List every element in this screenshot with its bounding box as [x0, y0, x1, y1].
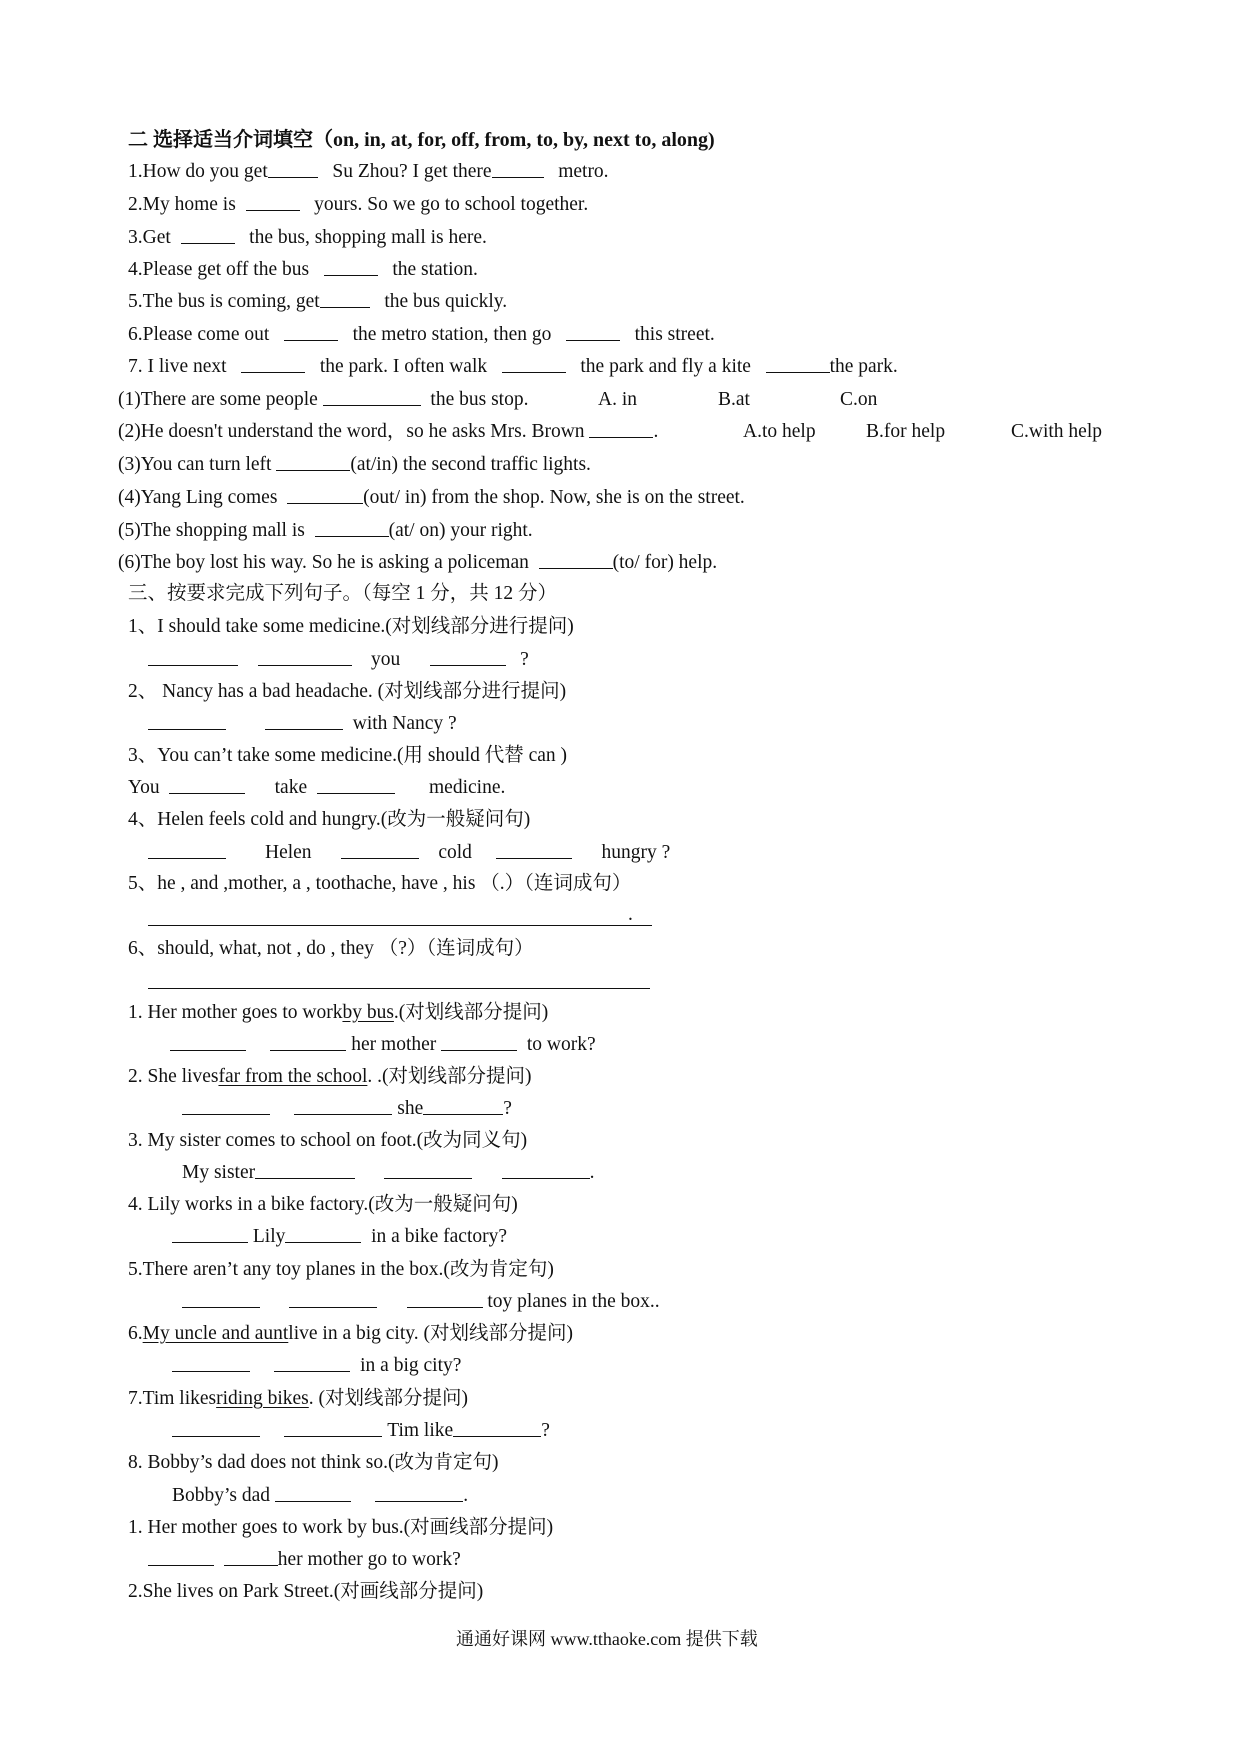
- question-4: [128, 258, 478, 282]
- r2-tail: with Nancy ?: [352, 713, 457, 734]
- blank[interactable]: [148, 857, 226, 859]
- question-1: [128, 160, 609, 184]
- t2-underlined: far from the school: [218, 1066, 368, 1087]
- blank[interactable]: [284, 1435, 382, 1437]
- blank[interactable]: [566, 339, 620, 341]
- transform-5: 5.There aren’t any toy planes in the box.(改为肯定句): [128, 1259, 554, 1280]
- q7-text-d: the park.: [829, 356, 898, 377]
- answer-line-5[interactable]: [148, 924, 652, 926]
- blank[interactable]: [182, 1113, 270, 1115]
- t6-num: 6.: [128, 1323, 143, 1344]
- r3-med: medicine.: [429, 777, 506, 798]
- blank[interactable]: [181, 242, 235, 244]
- t7-underlined: riding bikes: [216, 1388, 309, 1409]
- c2-text-b: .: [653, 421, 659, 442]
- blank[interactable]: [502, 1177, 590, 1179]
- blank[interactable]: [407, 1306, 483, 1308]
- rewrite-4: 4、Helen feels cold and hungry.(改为一般疑问句): [128, 809, 531, 830]
- t7-a: 7.Tim likes: [128, 1388, 217, 1409]
- rewrite-5: 5、he , and ,mother, a , toothache, have , his （.）（连词成句）: [128, 873, 632, 894]
- transform-1: [128, 1001, 548, 1025]
- q3-text-b: the bus, shopping mall is here.: [249, 227, 487, 248]
- blank[interactable]: [268, 176, 318, 178]
- blank[interactable]: [496, 857, 572, 859]
- footer-credit: 通通好课网 www.tthaoke.com 提供下载: [456, 1629, 758, 1649]
- transform-6: [128, 1322, 573, 1346]
- c6-text-b: (to/ for) help.: [612, 552, 718, 573]
- blank[interactable]: [170, 1049, 246, 1051]
- blank[interactable]: [182, 1306, 260, 1308]
- question-3: [128, 226, 487, 250]
- transform-8-answer: [172, 1484, 468, 1508]
- u1-tail: her mother go to work?: [277, 1549, 461, 1570]
- blank[interactable]: [241, 371, 305, 373]
- t2-she: she: [397, 1098, 424, 1119]
- transform-6-answer: [172, 1354, 461, 1378]
- blank[interactable]: [224, 1564, 278, 1566]
- c4-text-b: (out/ in) from the shop. Now, she is on the street.: [363, 487, 745, 508]
- q7-text-c: the park and fly a kite: [580, 356, 751, 377]
- blank[interactable]: [276, 469, 350, 471]
- blank[interactable]: [502, 371, 566, 373]
- blank[interactable]: [320, 306, 370, 308]
- t8-dad: Bobby’s dad: [172, 1485, 271, 1506]
- extra-2: 2.She lives on Park Street.(对画线部分提问): [128, 1581, 484, 1602]
- choice-2: [118, 420, 658, 444]
- q1-text-b: Su Zhou? I get there: [332, 161, 492, 182]
- choice-1-option-c[interactable]: C.on: [840, 389, 878, 410]
- rewrite-1: 1、I should take some medicine.(对划线部分进行提问): [128, 616, 574, 637]
- q6-text-b: the metro station, then go: [352, 324, 552, 345]
- blank[interactable]: [172, 1241, 248, 1243]
- choice-2-option-b[interactable]: B.for help: [866, 421, 946, 442]
- question-6: [128, 323, 715, 347]
- transform-2-answer: [182, 1097, 512, 1121]
- rewrite-3-answer: [128, 776, 505, 800]
- choice-1-option-b[interactable]: B.at: [718, 389, 750, 410]
- extra-1-answer: [148, 1548, 461, 1572]
- transform-7-answer: [172, 1419, 550, 1443]
- section-3-heading: 三、按要求完成下列句子。（每空 1 分，共 12 分）: [128, 583, 558, 604]
- t3-sis: My sister: [182, 1162, 256, 1183]
- t7-tim: Tim like: [387, 1420, 454, 1441]
- r4-cold: cold: [438, 842, 472, 863]
- blank[interactable]: [315, 535, 389, 537]
- blank[interactable]: [453, 1435, 541, 1437]
- blank[interactable]: [148, 1564, 214, 1566]
- blank[interactable]: [341, 857, 419, 859]
- q1-text-c: metro.: [558, 161, 609, 182]
- blank[interactable]: [246, 209, 300, 211]
- choice-4: [118, 486, 745, 510]
- transform-4-answer: [172, 1225, 507, 1249]
- blank[interactable]: [148, 664, 238, 666]
- t2-a: 2. She lives: [128, 1066, 219, 1087]
- blank[interactable]: [423, 1113, 503, 1115]
- rewrite-5-dot: .: [628, 904, 633, 925]
- t8-dot: .: [463, 1485, 469, 1506]
- rewrite-2-answer: [148, 712, 457, 736]
- section-2-heading: 二 选择适当介词填空（on, in, at, for, off, from, to, by, next to, along): [128, 129, 715, 151]
- blank[interactable]: [323, 404, 421, 406]
- c1-text-b: the bus stop.: [430, 389, 529, 410]
- r3-take: take: [274, 777, 308, 798]
- t2-q: ?: [503, 1098, 512, 1119]
- transform-3-answer: [182, 1161, 595, 1185]
- blank[interactable]: [274, 1370, 350, 1372]
- blank[interactable]: [287, 502, 363, 504]
- blank[interactable]: [430, 664, 506, 666]
- transform-8: 8. Bobby’s dad does not think so.(改为肯定句): [128, 1452, 499, 1473]
- r1-you: you: [371, 649, 401, 670]
- choice-1: [118, 388, 528, 412]
- blank[interactable]: [270, 1049, 346, 1051]
- blank[interactable]: [384, 1177, 472, 1179]
- t7-q: ?: [541, 1420, 550, 1441]
- blank[interactable]: [284, 339, 338, 341]
- rewrite-4-answer: [148, 841, 670, 865]
- q6-text-c: this street.: [634, 324, 715, 345]
- choice-5: [118, 519, 533, 543]
- rewrite-3: 3、You can’t take some medicine.(用 should 代替 can ): [128, 745, 568, 766]
- transform-1-answer: [170, 1033, 596, 1057]
- blank[interactable]: [294, 1113, 392, 1115]
- blank[interactable]: [169, 792, 245, 794]
- t6-b: live in a big city. (对划线部分提问): [288, 1323, 573, 1344]
- t6-tail: in a big city?: [360, 1355, 462, 1376]
- blank[interactable]: [324, 274, 378, 276]
- blank[interactable]: [172, 1435, 260, 1437]
- blank[interactable]: [589, 436, 653, 438]
- t3-dot: .: [589, 1162, 595, 1183]
- t1-a: 1. Her mother goes to work: [128, 1002, 343, 1023]
- q7-text-a: 7. I live next: [128, 356, 227, 377]
- t1-her: her mother: [351, 1034, 437, 1055]
- choice-6: [118, 551, 717, 575]
- blank[interactable]: [766, 371, 830, 373]
- rewrite-6: 6、should, what, not , do , they （?）（连词成句）: [128, 938, 534, 959]
- question-2: [128, 193, 588, 217]
- r3-you: You: [128, 777, 160, 798]
- blank[interactable]: [285, 1241, 361, 1243]
- blank[interactable]: [317, 792, 395, 794]
- t2-b: . .(对划线部分提问): [367, 1066, 532, 1087]
- transform-7: [128, 1387, 468, 1411]
- choice-2-option-c[interactable]: C.with help: [1011, 421, 1102, 442]
- extra-1: 1. Her mother goes to work by bus.(对画线部分提问): [128, 1517, 554, 1538]
- choice-3: [118, 453, 591, 477]
- question-7: [128, 355, 898, 379]
- blank[interactable]: [265, 728, 343, 730]
- c5-text-b: (at/ on) your right.: [388, 520, 533, 541]
- q6-text-a: 6.Please come out: [128, 324, 270, 345]
- blank[interactable]: [375, 1500, 463, 1502]
- question-5: [128, 290, 507, 314]
- blank[interactable]: [539, 567, 613, 569]
- rewrite-2: 2、 Nancy has a bad headache. (对划线部分进行提问): [128, 681, 567, 702]
- r1-q: ?: [520, 649, 529, 670]
- blank[interactable]: [148, 728, 226, 730]
- blank[interactable]: [275, 1500, 351, 1502]
- t7-b: . (对划线部分提问): [308, 1388, 469, 1409]
- q2-text-a: 2.My home is: [128, 194, 236, 215]
- c2-text-a: (2)He doesn't understand the word，so he asks Mrs. Brown: [118, 421, 585, 442]
- q5-text-b: the bus quickly.: [384, 291, 508, 312]
- transform-4: 4. Lily works in a bike factory.(改为一般疑问句): [128, 1194, 518, 1215]
- q7-text-b: the park. I often walk: [319, 356, 488, 377]
- q3-text-a: 3.Get: [128, 227, 171, 248]
- blank[interactable]: [172, 1370, 250, 1372]
- answer-line-6[interactable]: [148, 987, 650, 989]
- transform-5-answer: [182, 1290, 660, 1314]
- rewrite-1-answer: [148, 648, 529, 672]
- q4-text-a: 4.Please get off the bus: [128, 259, 310, 280]
- t1-b: .(对划线部分提问): [393, 1002, 549, 1023]
- transform-2: [128, 1065, 532, 1089]
- c6-text-a: (6)The boy lost his way. So he is asking a policeman: [118, 552, 529, 573]
- t1-work: to work?: [526, 1034, 596, 1055]
- t1-underlined: by bus: [342, 1002, 394, 1023]
- q4-text-b: the station.: [392, 259, 478, 280]
- blank[interactable]: [441, 1049, 517, 1051]
- q5-text-a: 5.The bus is coming, get: [128, 291, 320, 312]
- blank[interactable]: [289, 1306, 377, 1308]
- r4-hungry: hungry ?: [601, 842, 671, 863]
- c3-text-b: (at/in) the second traffic lights.: [350, 454, 591, 475]
- blank[interactable]: [258, 664, 352, 666]
- choice-2-option-a[interactable]: A.to help: [743, 421, 816, 442]
- blank[interactable]: [255, 1177, 355, 1179]
- transform-3: 3. My sister comes to school on foot.(改为同义句): [128, 1130, 528, 1151]
- choice-1-option-a[interactable]: A. in: [598, 389, 637, 410]
- t4-lily: Lily: [252, 1226, 286, 1247]
- t6-underlined: My uncle and aunt: [142, 1323, 289, 1344]
- r4-helen: Helen: [265, 842, 312, 863]
- t5-tail: toy planes in the box..: [487, 1291, 660, 1312]
- q1-text-a: 1.How do you get: [128, 161, 268, 182]
- q2-text-b: yours. So we go to school together.: [314, 194, 589, 215]
- c5-text-a: (5)The shopping mall is: [118, 520, 305, 541]
- c3-text-a: (3)You can turn left: [118, 454, 272, 475]
- t4-fac: in a bike factory?: [371, 1226, 508, 1247]
- c1-text-a: (1)There are some people: [118, 389, 318, 410]
- c4-text-a: (4)Yang Ling comes: [118, 487, 278, 508]
- blank[interactable]: [492, 176, 544, 178]
